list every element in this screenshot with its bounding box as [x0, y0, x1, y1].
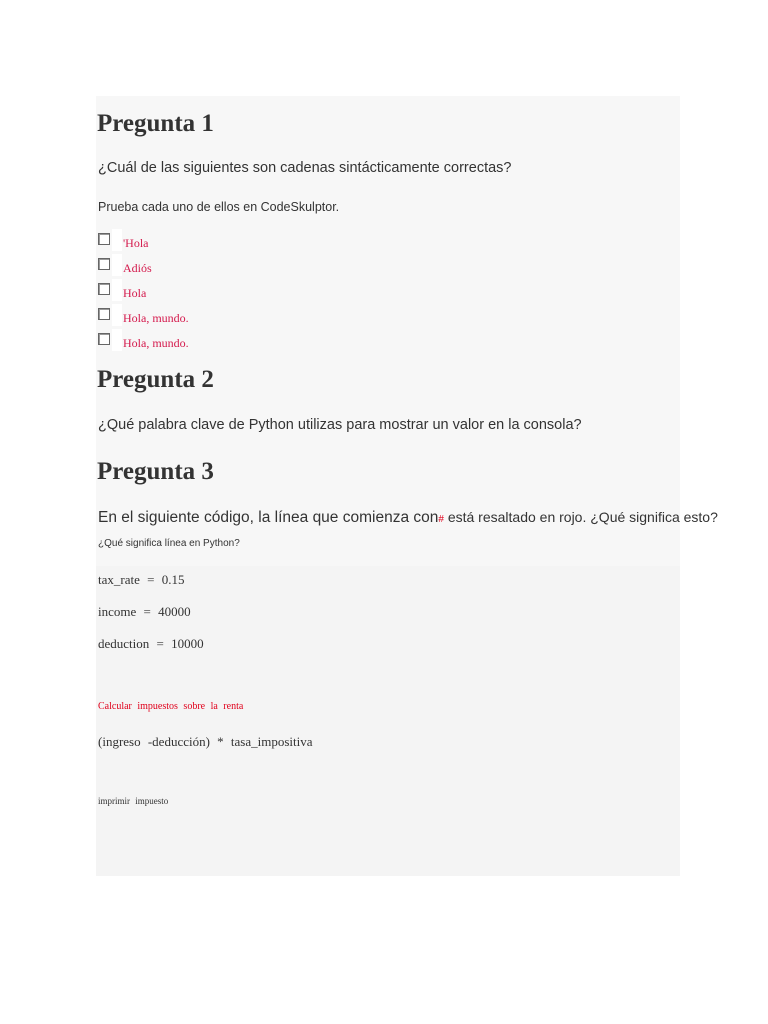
checkbox[interactable] [98, 233, 110, 245]
code-line: deduction = 10000 [98, 636, 204, 651]
option-label: Hola [123, 286, 147, 300]
question-2-text: ¿Qué palabra clave de Python utilizas para mostrar un valor en la consola? [98, 417, 582, 433]
question-3-text: En el siguiente código, la línea que comienza con# está resaltado en rojo. ¿Qué significa esto? [98, 509, 718, 526]
option-label: 'Hola [123, 236, 149, 250]
code-line: (ingreso -deducción) * tasa_impositiva [98, 734, 313, 749]
code-comment: Calcular impuestos sobre la renta [98, 701, 244, 712]
code-line: tax_rate = 0.15 [98, 572, 185, 587]
checkbox[interactable] [98, 308, 110, 320]
code-line: income = 40000 [98, 604, 191, 619]
hash-symbol: # [438, 514, 444, 525]
question-1-hint: Prueba cada uno de ellos en CodeSkulptor. [98, 200, 340, 214]
checkbox[interactable] [98, 283, 110, 295]
question-3-subquestion: ¿Qué significa línea en Python? [98, 538, 240, 549]
checkbox[interactable] [98, 258, 110, 270]
code-line: imprimir impuesto [98, 796, 169, 806]
option-label: Hola, mundo. [123, 336, 189, 350]
question-2-title: Pregunta 2 [97, 366, 214, 393]
option-label: Hola, mundo. [123, 311, 189, 325]
option-label: Adiós [123, 261, 152, 275]
checkbox[interactable] [98, 333, 110, 345]
question-3-title: Pregunta 3 [97, 458, 214, 485]
question-1-text: ¿Cuál de las siguientes son cadenas sintácticamente correctas? [98, 160, 512, 176]
question-1-title: Pregunta 1 [97, 110, 214, 137]
